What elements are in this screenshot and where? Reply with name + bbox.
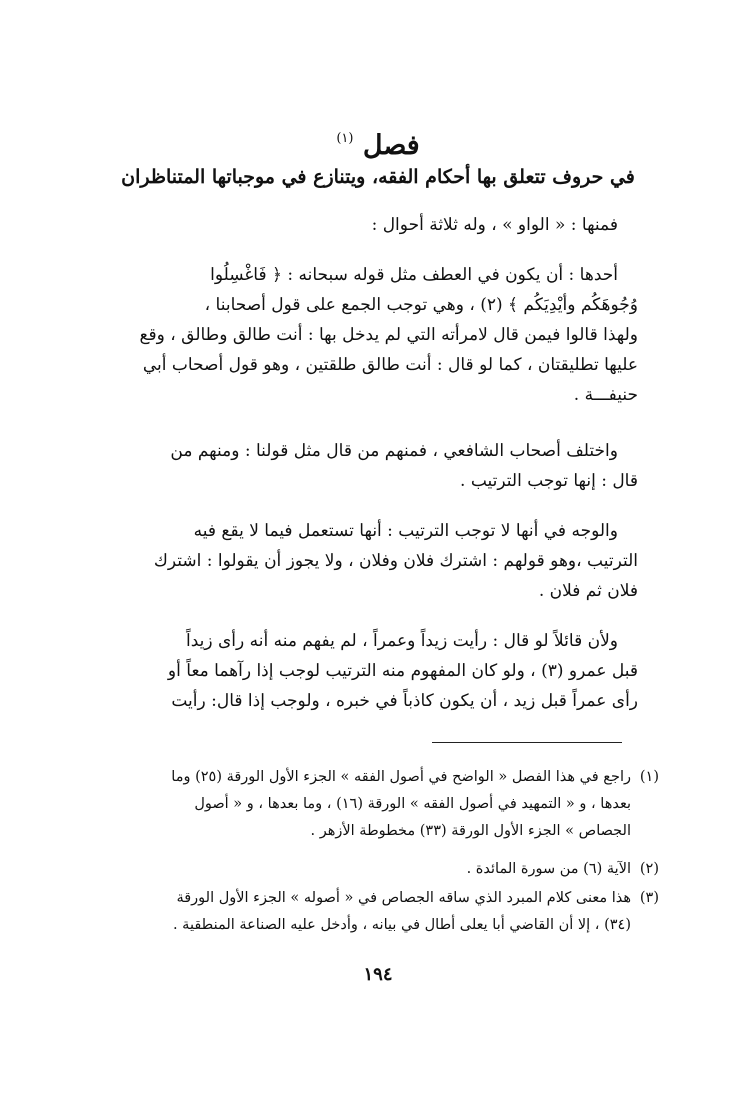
page-number: ١٩٤ xyxy=(363,964,393,985)
chapter-title: فصل xyxy=(362,130,420,161)
text-line: عليها تطليقتان ، كما لو قال : أنت طالق طلقتين ، وهو قول أصحاب أبي xyxy=(142,355,638,375)
footnote-number: (٣) xyxy=(639,890,659,906)
footnote-2 xyxy=(100,856,659,883)
footnote-number: (٢) xyxy=(639,861,659,877)
chapter-footnote-ref: (١) xyxy=(336,131,354,146)
chapter-subtitle: في حروف تتعلق بها أحكام الفقه، ويتنازع في موجباتها المتناظران xyxy=(121,166,635,188)
footnote-divider xyxy=(432,742,622,743)
text-line: الترتيب ،وهو قولهم : اشترك فلان وفلان ، ولا يجوز أن يقولوا : اشترك xyxy=(153,551,638,571)
footnote-line: الآية (٦) من سورة المائدة . xyxy=(466,861,631,877)
text-line: ولأن قائلاً لو قال : رأيت زيداً وعمراً ، لم يفهم منه أنه رأى زيداً xyxy=(185,631,618,651)
paragraph-example xyxy=(110,626,638,716)
paragraph-shafii xyxy=(110,436,638,496)
text-line: فلان ثم فلان . xyxy=(538,581,638,601)
paragraph-argument xyxy=(110,516,638,606)
footnote-3 xyxy=(100,885,659,939)
text-line: حنيفـــة . xyxy=(573,385,638,405)
text-line: فمنها : « الواو » ، وله ثلاثة أحوال : xyxy=(371,215,618,235)
text-line: أحدها : أن يكون في العطف مثل قوله سبحانه : ﴿ فَاغْسِلُوا xyxy=(210,265,618,285)
paragraph-intro xyxy=(110,210,638,240)
text-line: والوجه في أنها لا توجب الترتيب : أنها تستعمل فيما لا يقع فيه xyxy=(193,521,618,541)
text-line: ولهذا قالوا فيمن قال لامرأته التي لم يدخل بها : أنت طالق وطالق ، وقع xyxy=(139,325,638,345)
footnote-1 xyxy=(100,764,659,845)
text-line: رأى عمراً قبل زيد ، أن يكون كاذباً في خبره ، ولوجب إذا قال: رأيت xyxy=(171,691,638,711)
footnote-line: بعدها ، و « التمهيد في أصول الفقه » الورقة (١٦) ، وما بعدها ، و « أصول xyxy=(194,796,631,812)
footnote-line: راجع في هذا الفصل « الواضح في أصول الفقه » الجزء الأول الورقة (٢٥) وما xyxy=(171,769,631,785)
paragraph-first-case xyxy=(110,260,638,410)
text-line: واختلف أصحاب الشافعي ، فمنهم من قال مثل قولنا : ومنهم من xyxy=(170,441,618,461)
footnote-line: (٣٤) ، إلا أن القاضي أبا يعلى أطال في بيانه ، وأدخل عليه الصناعة المنطقية . xyxy=(172,917,631,933)
footnote-line: هذا معنى كلام المبرد الذي ساقه الجصاص في « أصوله » الجزء الأول الورقة xyxy=(176,890,631,906)
text-line: قبل عمرو (٣) ، ولو كان المفهوم منه الترتيب لوجب إذا رآهما معاً أو xyxy=(167,661,638,681)
text-line: وُجُوهَكُم وأيْدِيَكُم ﴾ (٢) ، وهي توجب الجمع على قول أصحابنا ، xyxy=(204,295,638,315)
footnote-number: (١) xyxy=(639,769,659,785)
footnote-line: الجصاص » الجزء الأول الورقة (٣٣) مخطوطة الأزهر . xyxy=(310,823,631,839)
text-line: قال : إنها توجب الترتيب . xyxy=(460,471,638,491)
chapter-heading xyxy=(100,122,656,163)
